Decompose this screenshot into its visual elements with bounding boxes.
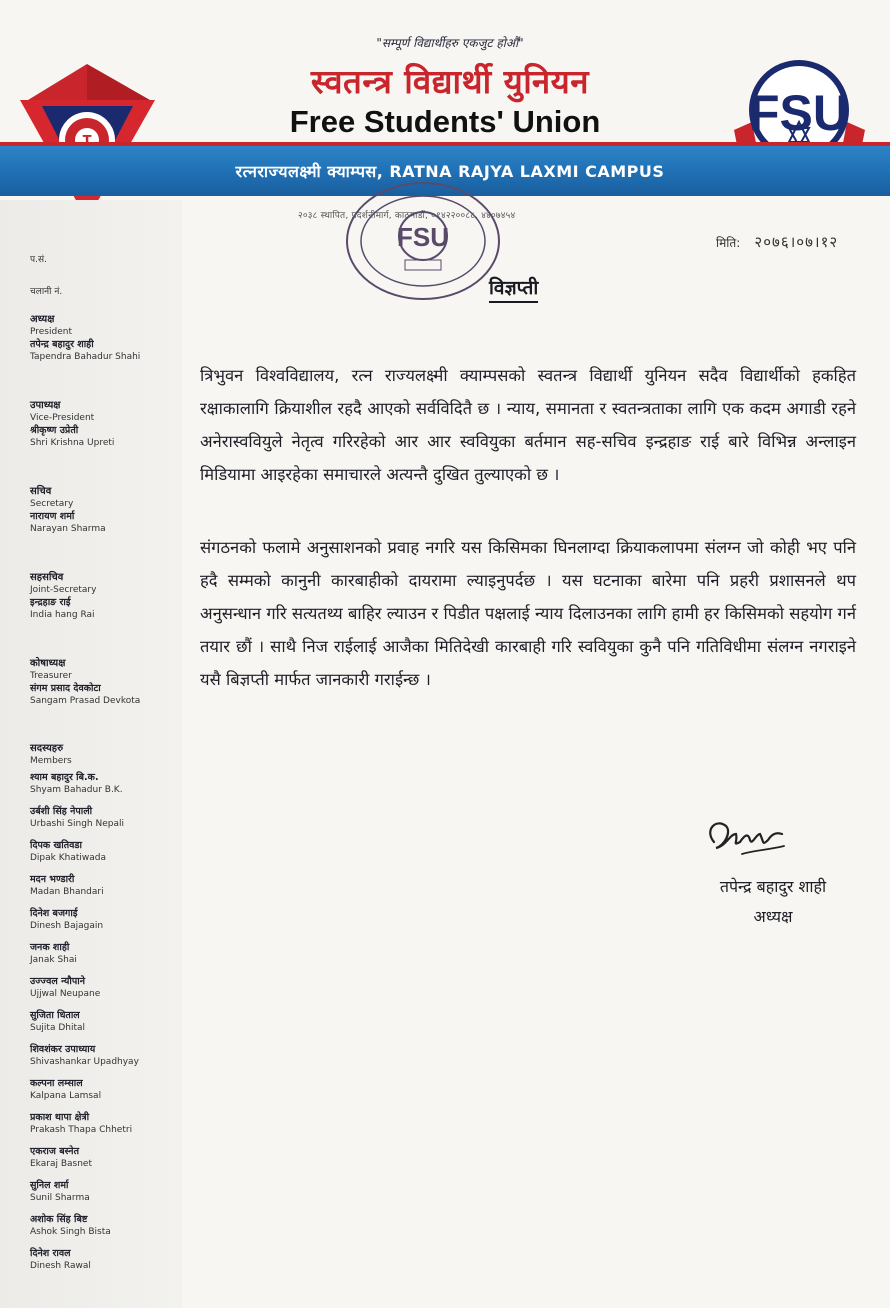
- member-name-np: अशोक सिंह बिष्ट: [30, 1214, 88, 1225]
- notice-paragraph-2: संगठनको फलामे अनुसाशनको प्रवाह नगरि यस किसिमका घिनलाग्दा क्रियाकलापमा संलग्न जो कोही भए पनि हदै सम्मको कानुनी कारबाहीको दायरामा ल्याइनुपर्दछ । यस घटनाका बारेमा पनि प्रहरी प्रशासनले थप अनुसन्धान गरि सत्यतथ्य बाहिर ल्याउन र पिडीत पक्षलाई न्याय दिलाउनका लागि हामी हर किसिमको सहयोग गर्न तयार छौं । साथै निज राईलाई आजैका मितिदेखी कारबाही गरि स्ववियुका कुनै पनि गतिविधीमा संलग्न नगराइने यसै बिज्ञप्ती मार्फत जानकारी गराईन्छ ।: [200, 538, 856, 689]
- list-item: [30, 771, 174, 805]
- member-name-np: एकराज बस्नेत: [30, 1146, 79, 1157]
- union-title-nepali: स्वतन्त्र विद्यार्थी युनियन: [310, 62, 590, 101]
- officer-joint-secretary: [30, 571, 96, 621]
- member-name-np: कल्पना लम्साल: [30, 1078, 83, 1089]
- officer-role-en: Secretary: [30, 499, 74, 509]
- officer-name-np: तपेन्द्र बहादुर शाही: [30, 339, 94, 350]
- officer-name-en: India hang Rai: [30, 610, 95, 620]
- officer-role-np: कोषाध्यक्ष: [30, 658, 66, 669]
- officer-role-en: Vice-President: [30, 413, 95, 423]
- tribhuvan-university-logo: [20, 62, 155, 220]
- member-name-np: शिवशंकर उपाध्याय: [30, 1044, 96, 1055]
- list-item: [30, 907, 174, 941]
- notice-heading: विज्ञप्ती: [489, 274, 538, 303]
- member-name-en: Shyam Bahadur B.K.: [30, 785, 123, 795]
- signatory-title: अध्यक्ष: [753, 907, 793, 926]
- address-line: २०३८ स्थापित, प्रदर्शनीमार्ग, काठमाडौं, ०१४२२००८८, ४४०७४५४: [298, 211, 516, 221]
- list-item: [30, 873, 174, 907]
- member-name-en: Janak Shai: [30, 955, 77, 965]
- officer-president: [30, 313, 140, 363]
- list-item: [30, 941, 174, 975]
- member-name-en: Ujjwal Neupane: [30, 989, 101, 999]
- officer-vice-president: [30, 399, 114, 449]
- member-name-en: Ekaraj Basnet: [30, 1159, 92, 1169]
- list-item: [30, 1077, 174, 1111]
- officer-name-en: Shri Krishna Upreti: [30, 438, 115, 448]
- member-name-en: Kalpana Lamsal: [30, 1091, 102, 1101]
- officer-name-en: Narayan Sharma: [30, 524, 106, 534]
- official-stamp: [343, 180, 503, 302]
- officer-role-np: सहसचिव: [30, 572, 64, 583]
- list-item: [30, 1213, 174, 1247]
- list-item: [30, 1145, 174, 1179]
- officer-secretary: [30, 485, 106, 535]
- list-item: [30, 1111, 174, 1145]
- members-title-en: Members: [30, 756, 72, 766]
- members-list: [24, 742, 174, 1281]
- officer-name-np: इन्द्रहाङ राई: [30, 597, 71, 608]
- reference-label: प.सं.: [30, 255, 47, 265]
- notice-paragraph-1: त्रिभुवन विश्वविद्यालय, रत्न राज्यलक्ष्मी क्याम्पसको स्वतन्त्र विद्यार्थी युनियन सदैव विद्यार्थीको हकहित रक्षाकालागि क्रियाशील रहदै आएको सर्वविदितै छ । न्याय, समानता र स्वतन्त्रताका लागि एक कदम अगाडी रहने अनेरास्ववियुले नेतृत्व गरिरहेको आर आर स्ववियुका बर्तमान सह-सचिव इन्द्रहाङ राई बारे विभिन्न अन्लाइन मिडियामा आइरहेका समाचारले अत्यन्तै दुखित तुल्याएको छ ।: [200, 366, 856, 484]
- campus-name: रत्नराज्यलक्ष्मी क्याम्पस, RATNA RAJYA LAXMI CAMPUS: [235, 162, 665, 181]
- member-name-np: दिपक खतिवडा: [30, 840, 82, 851]
- fsu-logo-text: FSU: [749, 85, 849, 141]
- member-name-np: दिनेश बजगाई: [30, 908, 78, 919]
- member-name-en: Madan Bhandari: [30, 887, 104, 897]
- officer-role-en: Joint-Secretary: [30, 585, 97, 595]
- member-name-en: Ashok Singh Bista: [30, 1227, 111, 1237]
- officer-role-np: उपाध्यक्ष: [30, 400, 61, 411]
- member-name-np: सुजिता धिताल: [30, 1010, 80, 1021]
- date-label: मिति:: [716, 236, 741, 250]
- signature: [702, 812, 788, 862]
- list-item: [30, 1043, 174, 1077]
- dispatch-label: चलानी नं.: [30, 287, 63, 297]
- officer-role-np: अध्यक्ष: [30, 314, 55, 325]
- officer-treasurer: [30, 657, 140, 707]
- member-name-np: उर्बशी सिंह नेपाली: [30, 806, 93, 817]
- list-item: [30, 805, 174, 839]
- motto: "सम्पूर्ण विद्यार्थीहरु एकजुट होऔं": [376, 36, 524, 50]
- list-item: [30, 975, 174, 1009]
- union-title-english: Free Students' Union: [289, 104, 601, 139]
- officer-name-en: Tapendra Bahadur Shahi: [30, 352, 141, 362]
- member-name-np: श्याम बहादुर बि.क.: [30, 772, 99, 783]
- list-item: [30, 1009, 174, 1043]
- member-name-en: Prakash Thapa Chhetri: [30, 1125, 133, 1135]
- officer-name-np: श्रीकृष्ण उप्रेती: [30, 425, 79, 436]
- date-value: २०७६।०७।१२: [754, 233, 839, 251]
- member-name-np: प्रकाश थापा क्षेत्री: [30, 1112, 90, 1123]
- officer-role-np: सचिव: [30, 486, 52, 497]
- member-name-np: सुनिल शर्मा: [30, 1180, 69, 1191]
- member-name-np: मदन भण्डारी: [30, 874, 75, 885]
- member-name-en: Sunil Sharma: [30, 1193, 90, 1203]
- officer-role-en: President: [30, 327, 72, 337]
- officer-name-np: संगम प्रसाद देवकोटा: [30, 683, 101, 694]
- officer-name-np: नारायण शर्मा: [30, 511, 75, 522]
- list-item: [30, 1247, 174, 1281]
- member-name-np: उज्ज्वल न्यौपाने: [30, 976, 86, 987]
- member-name-en: Sujita Dhital: [30, 1023, 86, 1033]
- member-name-en: Dinesh Bajagain: [30, 921, 104, 931]
- member-name-en: Shivashankar Upadhyay: [30, 1057, 139, 1067]
- members-title-np: सदस्यहरु: [30, 743, 64, 754]
- stamp-text: FSU: [397, 222, 449, 252]
- date-block: [716, 232, 838, 252]
- member-name-en: Dinesh Rawal: [30, 1261, 91, 1271]
- list-item: [30, 839, 174, 873]
- officer-name-en: Sangam Prasad Devkota: [30, 696, 141, 706]
- member-name-np: जनक शाही: [30, 942, 70, 953]
- member-name-np: दिनेश रावल: [30, 1248, 71, 1259]
- officer-role-en: Treasurer: [30, 671, 72, 681]
- member-name-en: Urbashi Singh Nepali: [30, 819, 124, 829]
- member-name-en: Dipak Khatiwada: [30, 853, 106, 863]
- signatory-name: तपेन्द्र बहादुर शाही: [719, 877, 827, 896]
- list-item: [30, 1179, 174, 1213]
